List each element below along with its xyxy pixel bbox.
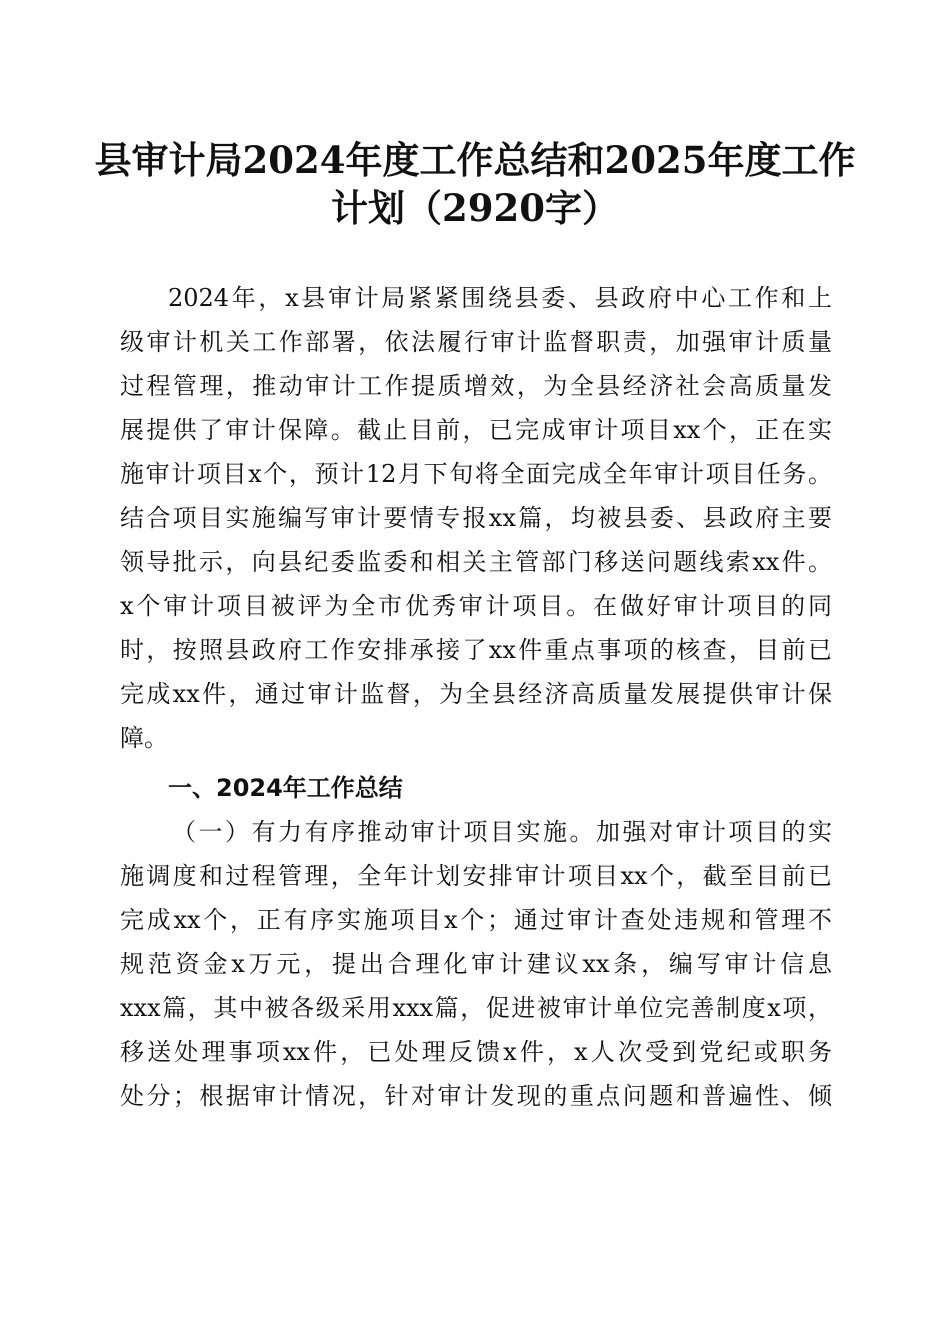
subsection-line: 施调度和过程管理，全年计划安排审计项目xx个，截至目前已	[120, 862, 832, 890]
intro-line: 展提供了审计保障。截止目前，已完成审计项目xx个，正在实	[120, 416, 832, 444]
intro-line: 障。	[120, 724, 168, 752]
intro-line: 施审计项目x个，预计12月下旬将全面完成全年审计项目任务。	[120, 460, 832, 488]
intro-line: 结合项目实施编写审计要情专报xx篇，均被县委、县政府主要	[120, 504, 832, 532]
intro-line: 级审计机关工作部署，依法履行审计监督职责，加强审计质量	[120, 328, 832, 356]
intro-line: 完成xx件，通过审计监督，为全县经济高质量发展提供审计保	[120, 680, 832, 708]
intro-line: 2024年，x县审计局紧紧围绕县委、县政府中心工作和上	[168, 284, 832, 312]
subsection-line: 规范资金x万元，提出合理化审计建议xx条，编写审计信息	[120, 950, 832, 978]
subsection-line: xxx篇，其中被各级采用xxx篇，促进被审计单位完善制度x项，	[120, 994, 832, 1022]
subsection-line: （一）有力有序推动审计项目实施。加强对审计项目的实	[172, 818, 832, 846]
intro-line: x个审计项目被评为全市优秀审计项目。在做好审计项目的同	[120, 592, 832, 620]
subsection-line: 移送处理事项xx件，已处理反馈x件，x人次受到党纪或职务	[120, 1038, 832, 1066]
document-title-line-2: 计划（2920字）	[331, 186, 619, 230]
intro-line: 领导批示，向县纪委监委和相关主管部门移送问题线索xx件。	[120, 548, 832, 576]
intro-line: 过程管理，推动审计工作提质增效，为全县经济社会高质量发	[120, 372, 832, 400]
subsection-line: 完成xx个，正有序实施项目x个；通过审计查处违规和管理不	[120, 906, 832, 934]
subsection-line: 处分；根据审计情况，针对审计发现的重点问题和普遍性、倾	[120, 1082, 832, 1110]
intro-line: 时，按照县政府工作安排承接了xx件重点事项的核查，目前已	[120, 636, 832, 664]
section-heading: 一、2024年工作总结	[168, 774, 403, 802]
document-title-line-1: 县审计局2024年度工作总结和2025年度工作	[94, 138, 856, 182]
